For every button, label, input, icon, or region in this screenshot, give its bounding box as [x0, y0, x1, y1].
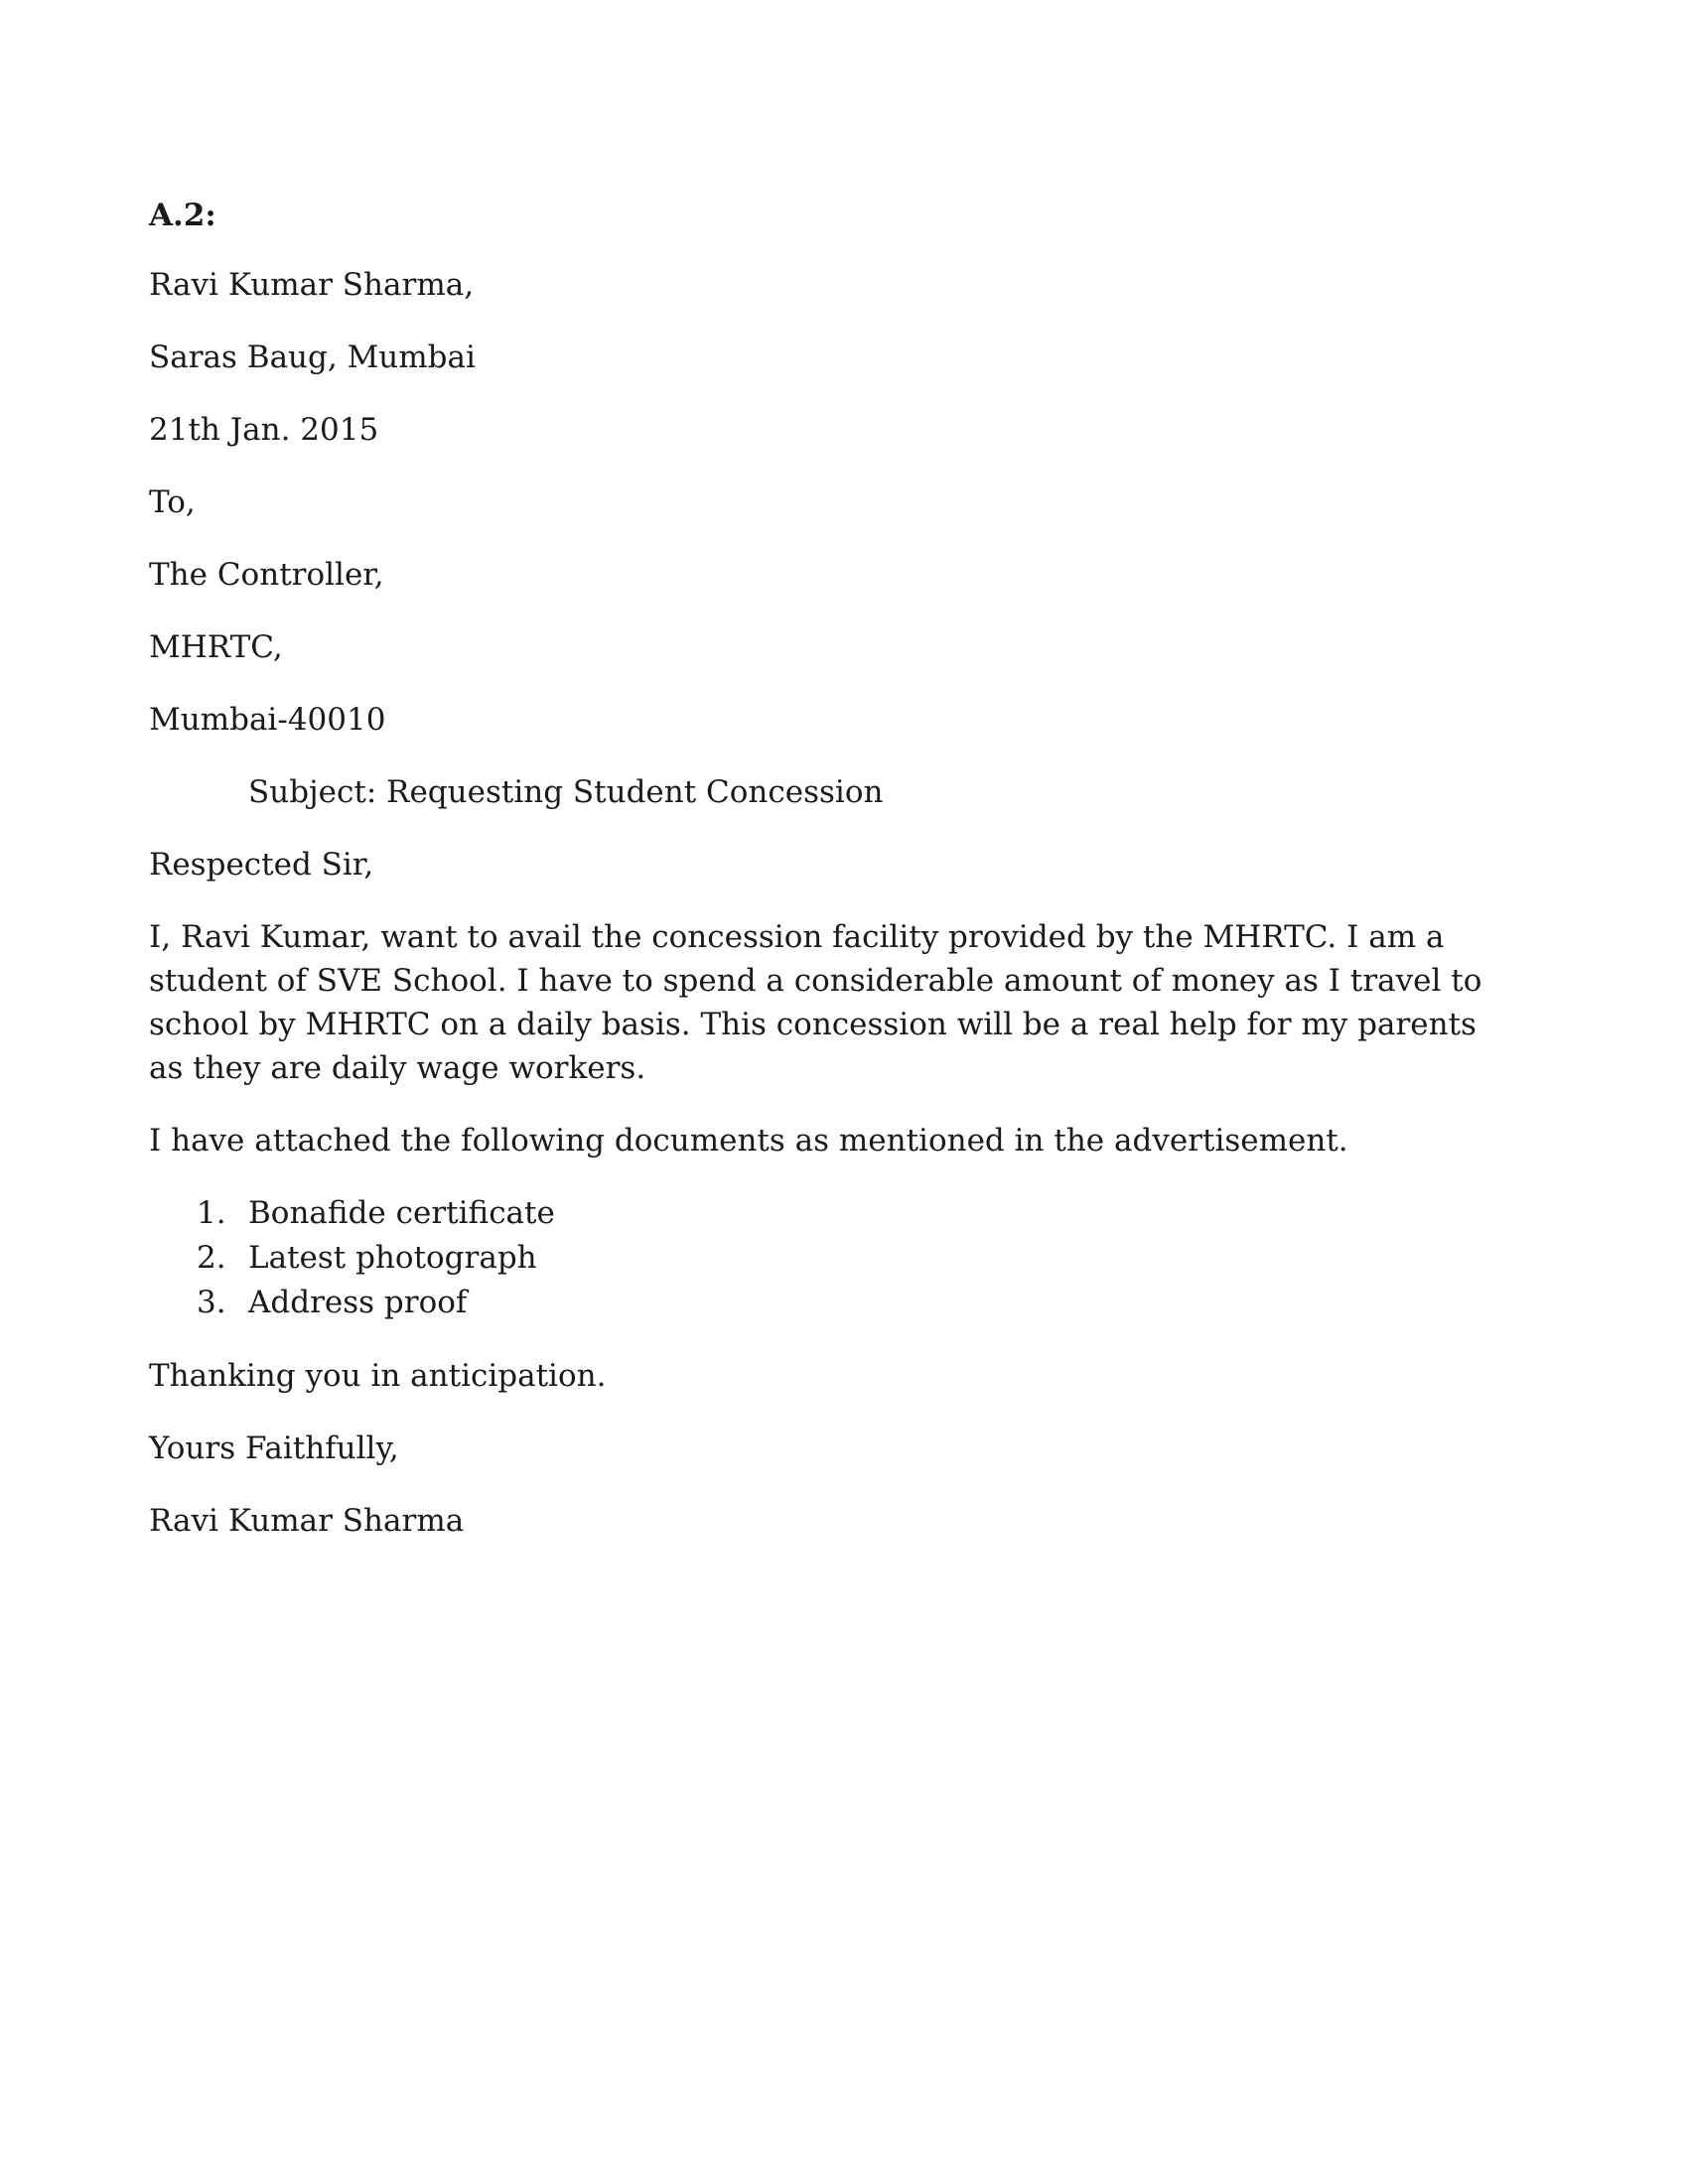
recipient-org: MHRTC,: [149, 629, 283, 665]
list-item: [149, 1281, 1539, 1325]
to-line: To,: [149, 484, 196, 520]
sender-name: Ravi Kumar Sharma,: [149, 267, 475, 303]
attachments-intro: I have attached the following documents as mentioned in the advertisement.: [149, 1123, 1348, 1159]
letter-date: 21th Jan. 2015: [149, 412, 379, 448]
recipient-title: The Controller,: [149, 557, 384, 593]
salutation: Respected Sir,: [149, 847, 374, 883]
recipient-address: Mumbai-40010: [149, 702, 386, 738]
list-item-number: 2.: [197, 1240, 226, 1276]
list-item-text: Address proof: [248, 1285, 468, 1320]
subject-line: Subject: Requesting Student Concession: [248, 774, 884, 810]
closing-line: Thanking you in anticipation.: [149, 1358, 607, 1394]
signature-name: Ravi Kumar Sharma: [149, 1503, 465, 1539]
list-item-text: Bonafide certificate: [248, 1195, 555, 1231]
list-item: [149, 1191, 1539, 1236]
list-item-text: Latest photograph: [248, 1240, 537, 1276]
list-item: [149, 1236, 1539, 1281]
list-item-number: 3.: [197, 1285, 226, 1320]
sign-off: Yours Faithfully,: [149, 1431, 399, 1466]
sender-address: Saras Baug, Mumbai: [149, 340, 476, 375]
question-label: A.2:: [149, 198, 216, 233]
list-item-number: 1.: [197, 1195, 226, 1231]
letter-page: [149, 194, 1539, 1571]
body-paragraph: I, Ravi Kumar, want to avail the concession facility provided by the MHRTC. I am a student of SVE School. I have to spend a considerable amount of money as I travel to school by MHRTC on a daily basis. This concession will be a real help for my parents as they are daily wage workers.: [149, 919, 1482, 1086]
attachments-list: [149, 1191, 1539, 1325]
